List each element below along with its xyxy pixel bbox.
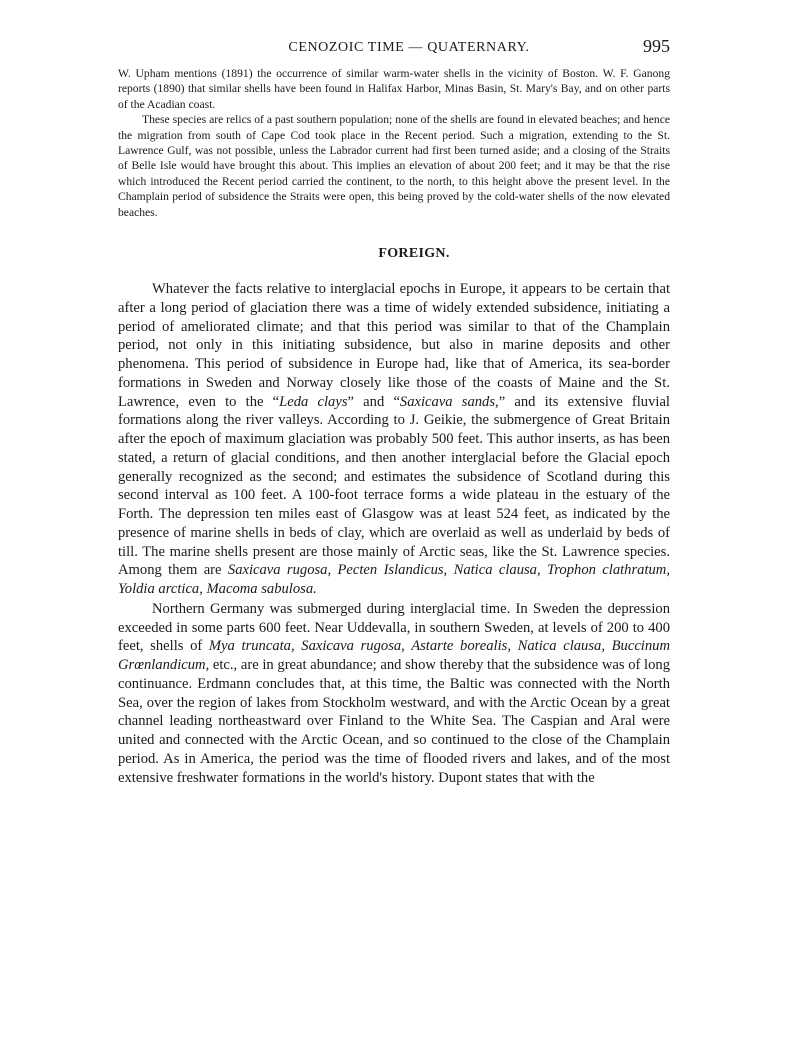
body-paragraph: [118, 600, 670, 788]
text-run: Whatever the facts relative to interglacial epochs in Europe, it appears to be certain that after a long period of glaciation there was a time of widely extended subsidence, initiating a period of ameliorated climate; and that this period was similar to that of the Champlain period, not only in this initiating subsidence, but also in marine deposits and other phenomena. This period of subsidence in Europe had, like that of America, its sea-border formations in Sweden and Norway closely like those of the coasts of Maine and the St. Lawrence, even to the “: [118, 281, 670, 410]
text-run: etc., are in great abundance; and show thereby that the subsidence was of long continuance. Erdmann concludes that, at this time, the Baltic was connected with the North Sea, over the region of lakes from Stockholm westward, and with the Arctic Ocean by a great channel leading northeastward over Finland to the White Sea. The Caspian and Aral were united and connected with the Arctic Ocean, and so continued to the close of the Champlain period. As in America, the period was the time of flooded rivers and lakes, and of the most extensive freshwater formations in the world's history. Dupont states that with the: [118, 657, 670, 786]
small-print-notes: [118, 66, 670, 220]
italic-species-list: Saxicava rugosa, Pecten Islandicus, Natica clausa, Trophon clathratum, Yoldia arctica, Macoma sabulosa.: [118, 562, 670, 598]
running-title: CENOZOIC TIME — QUATERNARY.: [288, 40, 530, 55]
text-run: Northern Germany was submerged during interglacial time. In Sweden the depression exceeded in some parts 600 feet. Near Uddevalla, in southern Sweden, at levels of 200 to 400 feet, shells of: [118, 600, 670, 655]
text-run: ” and its extensive fluvial formations along the river valleys. According to J. Geikie, the submergence of Great Britain after the epoch of maximum glaciation was probably 500 feet. This author inserts, as has been stated, a return of glacial conditions, and then another interglacial before the Glacial epoch generally recognized as the second; and estimates the subsidence of Scotland during this second interval as 100 feet. A 100-foot terrace forms a wide plateau in the estuary of the Forth. The depression ten miles east of Glasgow was at least 524 feet, as indicated by the presence of marine shells in beds of clay, which are overlaid as well as underlaid by beds of till. The marine shells present are those mainly of Arctic seas, like the St. Lawrence species. Among them are: [118, 393, 670, 579]
text-run: ” and “: [347, 393, 400, 410]
body-paragraph: [118, 280, 670, 599]
italic-species-list: Mya truncata, Saxicava rugosa, Astarte borealis, Natica clausa, Buccinum Grœnlandicum,: [118, 638, 670, 674]
note-paragraph: These species are relics of a past southern population; none of the shells are found in elevated beaches; and hence the migration from south of Cape Cod took place in the Recent period. Such a migration, extending to the St. Lawrence Gulf, was not possible, unless the Labrador current had first been turned aside; and a closing of the Straits of Belle Isle would have brought this about. This implies an elevation of about 200 feet; and it may be that the rise which introduced the Recent period carried the continent, to the north, to this height above the present level. In the Champlain period of subsidence the Straits were open, this being proved by the cold-water shells of the now elevated beaches.: [118, 113, 670, 219]
page-number: 995: [643, 36, 670, 56]
book-page: [118, 36, 670, 787]
running-head: [118, 36, 670, 66]
italic-term: Saxicava sands,: [399, 393, 499, 410]
section-heading: FOREIGN.: [378, 246, 450, 262]
italic-term: Leda clays: [279, 393, 348, 410]
main-text: [118, 280, 670, 787]
note-paragraph: W. Upham mentions (1891) the occurrence of similar warm-water shells in the vicinity of Boston. W. F. Ganong reports (1890) that similar shells have been found in Halifax Harbor, Minas Basin, St. Mary's Bay, and on other parts of the Acadian coast.: [118, 67, 670, 111]
